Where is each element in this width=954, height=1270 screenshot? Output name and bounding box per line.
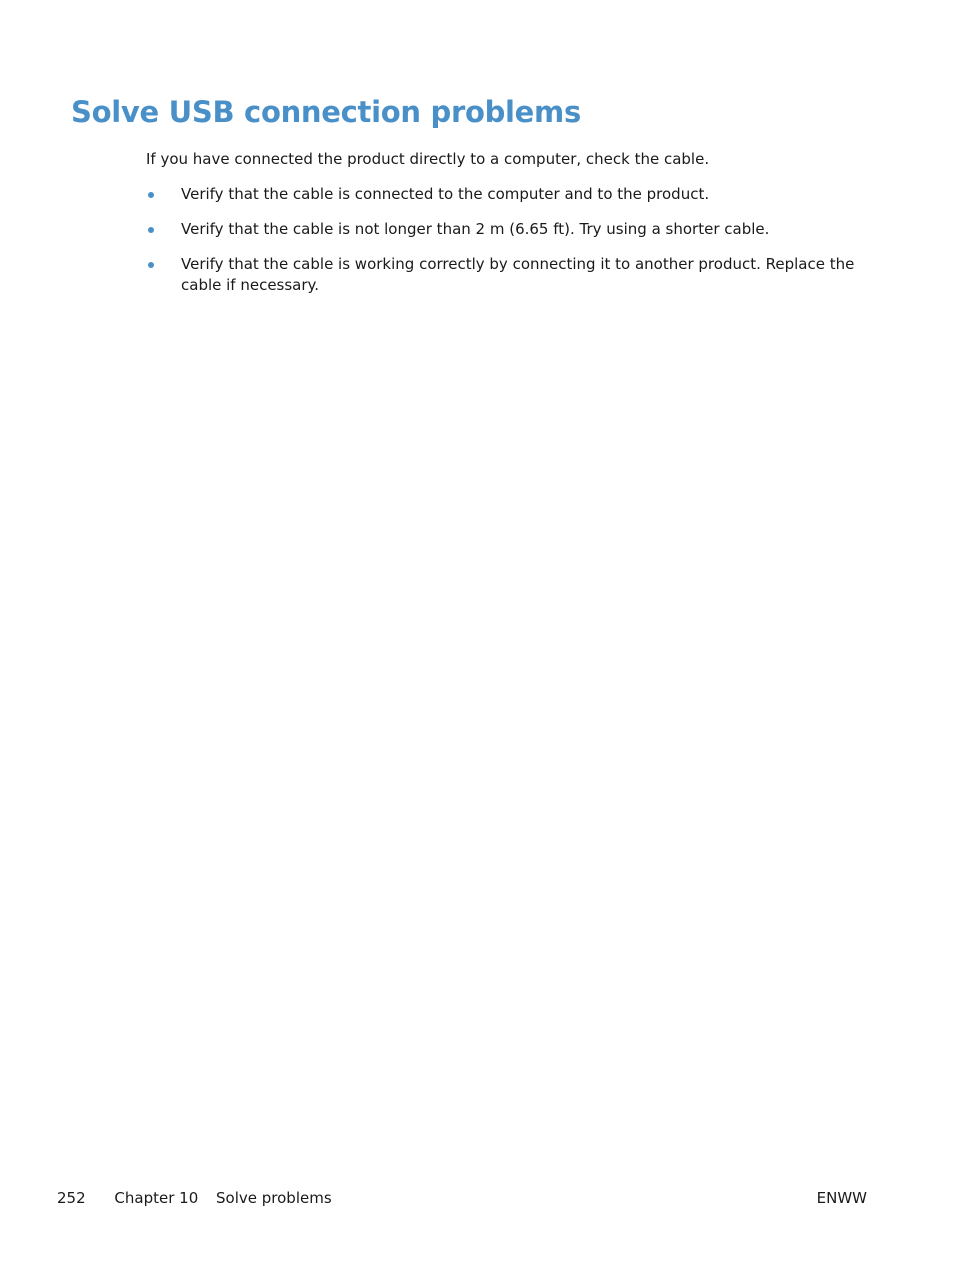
bullet-dot-icon [148, 262, 154, 268]
chapter-label: Chapter 10 [114, 1189, 199, 1207]
bullet-item [146, 254, 858, 296]
bullet-item [146, 184, 858, 205]
bullet-text: Verify that the cable is working correctly by connecting it to another product. Replace the cable if necessary. [181, 255, 855, 294]
bullet-list [146, 184, 858, 310]
page-footer-left [57, 1188, 332, 1209]
page-number: 252 [57, 1189, 86, 1207]
footer-locale-code: ENWW [816, 1189, 867, 1207]
bullet-dot-icon [148, 227, 154, 233]
bullet-text: Verify that the cable is not longer than 2 m (6.65 ft). Try using a shorter cable. [181, 220, 770, 238]
page-title: Solve USB connection problems [71, 95, 581, 129]
intro-paragraph: If you have connected the product directly to a computer, check the cable. [146, 150, 710, 168]
section-label: Solve problems [216, 1189, 332, 1207]
bullet-item [146, 219, 858, 240]
bullet-dot-icon [148, 192, 154, 198]
bullet-text: Verify that the cable is connected to the computer and to the product. [181, 185, 710, 203]
